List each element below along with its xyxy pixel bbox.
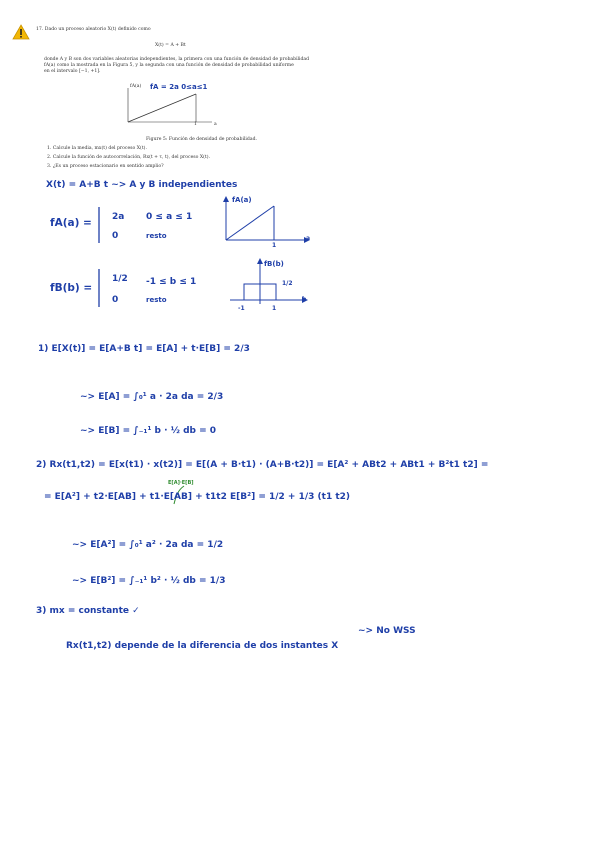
fa-graph-axis: a [306, 235, 311, 242]
part2-eb2: ~> E[B²] = ∫₋₁¹ b² · ½ db = 1/3 [72, 576, 226, 586]
fa-graph [214, 196, 314, 248]
figure-tick: 1 [194, 122, 197, 127]
question-1: 1. Calcule la media, mx(t) del proceso X(t). [47, 146, 147, 151]
part1-ea: ~> E[A] = ∫₀¹ a · 2a da = 2/3 [80, 392, 224, 402]
part2-autocorrelation: 2) Rx(t1,t2) = E[x(t1) · x(t2)] = E[(A + B·t1) · (A+B·t2)] = E[A² + ABt2 + ABt1 + B²t1 t2] = [36, 460, 489, 470]
fb-label: fB(b) = [50, 282, 93, 294]
fb-case1-condition: -1 ≤ b ≤ 1 [146, 277, 197, 287]
part2-expansion: = E[A²] + t2·E[AB] + t1·E[AB] + t1t2 E[B²] = 1/2 + 1/3 (t1 t2) [44, 492, 351, 502]
fa-case2-condition: resto [146, 232, 167, 240]
figure-handwritten-note: fA = 2a 0≤a≤1 [150, 83, 208, 91]
fa-graph-tick: 1 [272, 242, 277, 249]
fb-graph-height: 1/2 [282, 280, 293, 287]
fa-brace [96, 206, 102, 244]
part2-green-annotation: E[A]·E[B] [168, 480, 194, 486]
fb-graph-right-tick: 1 [272, 305, 277, 312]
question-2: 2. Calcule la función de autocorrelación, Rx(t + τ, t), del proceso X(t). [47, 155, 211, 160]
problem-body-line2: fA(a) como la mostrada en la Figura 5, y la segunda con una función de densidad de probabilidad uniforme [44, 63, 294, 68]
fa-label: fA(a) = [50, 217, 92, 229]
part3-mean-constant: 3) mx = constante ✓ [36, 606, 140, 616]
question-3: 3. ¿Es un proceso estacionario en sentido amplio? [47, 164, 164, 169]
fb-graph-label: fB(b) [264, 260, 284, 268]
part3-dependency: Rx(t1,t2) depende de la diferencia de dos instantes X [66, 641, 339, 651]
part2-ea2: ~> E[A²] = ∫₀¹ a² · 2a da = 1/2 [72, 540, 224, 550]
problem-body-line3: en el intervalo [−1, +1]. [44, 69, 101, 74]
part1-mean: 1) E[X(t)] = E[A+B t] = E[A] + t·E[B] = 2/3 [38, 344, 250, 354]
figure-caption: Figure 5: Función de densidad de probabilidad. [146, 137, 257, 142]
fb-case2-condition: resto [146, 296, 167, 304]
fb-case2-value: 0 [112, 295, 119, 305]
figure-axis: a [214, 122, 217, 127]
fb-brace [96, 268, 102, 308]
part1-eb: ~> E[B] = ∫₋₁¹ b · ½ db = 0 [80, 426, 217, 436]
notes-line1: X(t) = A+B t ~> A y B independientes [46, 180, 238, 190]
fb-graph-left-tick: -1 [238, 305, 245, 312]
problem-equation: X(t) = A + Bt [155, 43, 186, 48]
warning-icon [12, 24, 30, 40]
fa-graph-label: fA(a) [232, 196, 252, 204]
problem-intro: 17. Dado un proceso aleatorio X(t) definido como [36, 27, 151, 32]
problem-body-line1: donde A y B son dos variables aleatorias independientes, la primera con una función de densidad de probabilidad [44, 57, 310, 62]
fb-case1-value: 1/2 [112, 274, 128, 284]
fa-case2-value: 0 [112, 231, 119, 241]
figure-ylabel: fA(a) [130, 84, 142, 89]
fb-graph-axis: b [302, 296, 307, 303]
part3-result: ~> No WSS [358, 626, 416, 636]
fa-case1-value: 2a [112, 212, 125, 222]
fa-case1-condition: 0 ≤ a ≤ 1 [146, 212, 193, 222]
